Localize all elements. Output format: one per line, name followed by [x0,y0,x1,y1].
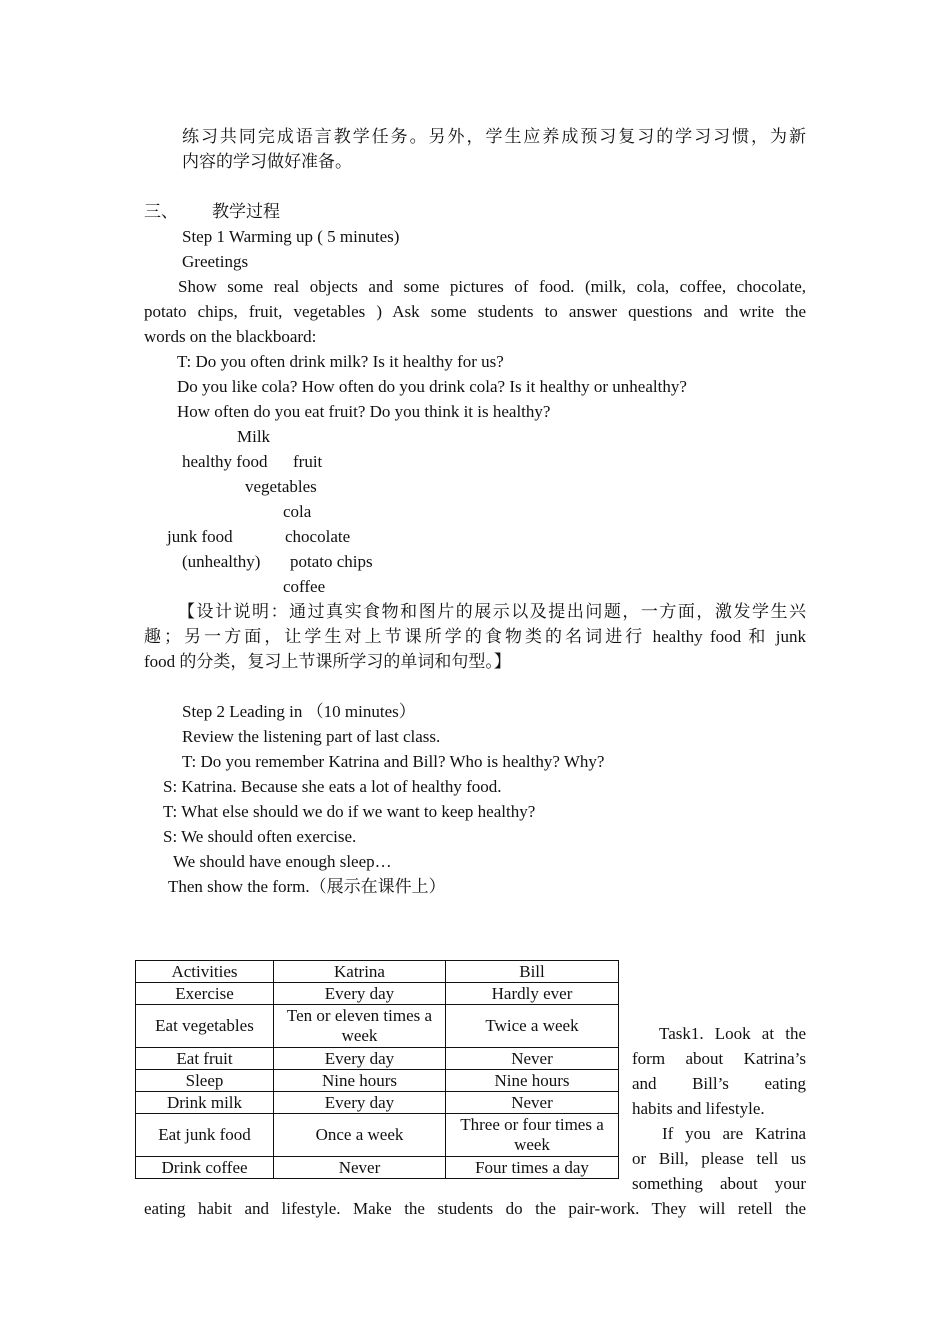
task-line-5: If you are Katrina [662,1124,806,1143]
step1-greetings: Greetings [182,252,249,271]
board-vegetables: vegetables [245,477,317,496]
dialogue-line-5: We should have enough sleep… [173,852,392,871]
task-line-6: or Bill, please tell us [632,1149,806,1168]
dialogue-line-6: Then show the form.（展示在课件上） [168,877,446,896]
header-katrina: Katrina [274,961,446,983]
table-row [136,1005,619,1048]
dialogue-line-3: T: What else should we do if we want to keep healthy? [163,802,536,821]
table-cell: Drink coffee [136,1157,274,1179]
table-row [136,1092,619,1114]
table-cell: Eat vegetables [136,1005,274,1048]
step1-show-line-3: words on the blackboard: [144,327,317,346]
table-row [136,1157,619,1179]
step2-title: Step 2 Leading in （10 minutes） [182,702,416,721]
table-cell: Drink milk [136,1092,274,1114]
board-cola: cola [283,502,312,521]
table-cell: Nine hours [446,1070,619,1092]
header-activities: Activities [136,961,274,983]
table-cell: Eat fruit [136,1048,274,1070]
dialogue-line-2: S: Katrina. Because she eats a lot of healthy food. [163,777,502,796]
board-fruit: fruit [293,452,323,471]
task-line-7: something about your [632,1174,806,1193]
intro-line-1: 练习共同完成语言教学任务。另外，学生应养成预习复习的学习习惯，为新 [182,127,806,146]
task-line-1: Task1. Look at the [659,1024,806,1043]
board-junk-food: junk food [167,527,233,546]
task-line-4: habits and lifestyle. [632,1099,765,1118]
design-note-line-1: 【设计说明：通过真实食物和图片的展示以及提出问题，一方面，激发学生兴 [178,602,806,621]
table-cell: Three or four times a week [446,1114,619,1157]
table-cell: Never [446,1048,619,1070]
design-note-line-3: food 的分类，复习上节课所学习的单词和句型。】 [144,652,511,671]
board-potato-chips: potato chips [290,552,373,571]
table-cell: Once a week [274,1114,446,1157]
task-line-2: form about Katrina’s [632,1049,806,1068]
dialogue-line-4: S: We should often exercise. [163,827,357,846]
table-cell: Sleep [136,1070,274,1092]
question-1: T: Do you often drink milk? Is it healthy for us? [177,352,504,371]
table-cell: Twice a week [446,1005,619,1048]
board-milk: Milk [237,427,271,446]
header-bill: Bill [446,961,619,983]
table-row [136,1070,619,1092]
table-cell: Every day [274,1092,446,1114]
table-cell: Hardly ever [446,983,619,1005]
table-cell: Exercise [136,983,274,1005]
board-healthy-food: healthy food [182,452,268,471]
table-row [136,1048,619,1070]
table-header-row [136,961,619,983]
section-number: 三、 [144,202,178,221]
table-cell: Four times a day [446,1157,619,1179]
section-title: 教学过程 [212,202,280,221]
design-note-line-2: 趣；另一方面，让学生对上节课所学的食物类的名词进行 healthy food 和 junk [144,627,806,646]
task-line-3: and Bill’s eating [632,1074,806,1093]
board-coffee: coffee [283,577,326,596]
table-cell: Ten or eleven times a week [274,1005,446,1048]
step1-show-line-2: potato chips, fruit, vegetables ) Ask some students to answer questions and write the [144,302,806,321]
table-cell: Eat junk food [136,1114,274,1157]
habits-form-table [135,960,619,1179]
question-3: How often do you eat fruit? Do you think it is healthy? [177,402,551,421]
dialogue-line-1: T: Do you remember Katrina and Bill? Who is healthy? Why? [182,752,605,771]
table-cell: Every day [274,983,446,1005]
table-cell: Never [446,1092,619,1114]
table-cell: Every day [274,1048,446,1070]
board-chocolate: chocolate [285,527,351,546]
step1-show-line-1: Show some real objects and some pictures of food. (milk, cola, coffee, chocolate, [178,277,806,296]
table-cell: Nine hours [274,1070,446,1092]
step1-title: Step 1 Warming up ( 5 minutes) [182,227,400,246]
step2-review: Review the listening part of last class. [182,727,441,746]
table-cell: Never [274,1157,446,1179]
board-unhealthy: (unhealthy) [182,552,261,571]
table-row [136,983,619,1005]
table-row [136,1114,619,1157]
question-2: Do you like cola? How often do you drink cola? Is it healthy or unhealthy? [177,377,687,396]
task-line-8: eating habit and lifestyle. Make the students do the pair-work. They will retell the [144,1199,806,1218]
intro-line-2: 内容的学习做好准备。 [182,152,352,171]
